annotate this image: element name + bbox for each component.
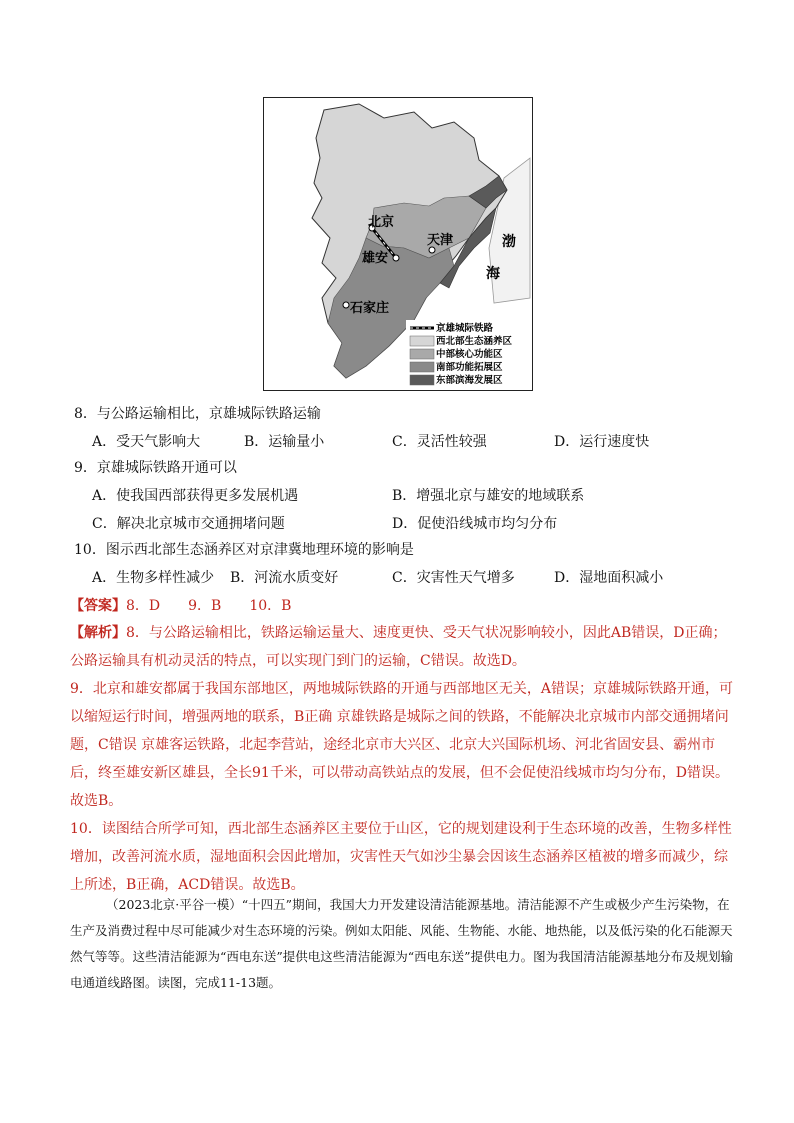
- q10-option-d: D．湿地面积减小: [554, 570, 664, 586]
- question-9-stem: 9．京雄城际铁路开通可以: [74, 460, 237, 476]
- q9-option-c: C．解决北京城市交通拥堵问题: [92, 516, 285, 532]
- shijiazhuang-dot: [343, 302, 349, 308]
- answer-8: 8．D: [126, 598, 161, 614]
- answer-9: 9．B: [188, 598, 222, 614]
- shijiazhuang-label: 石家庄: [350, 301, 390, 316]
- bo-label: 渤: [502, 234, 516, 250]
- jingjinji-map-figure: [263, 97, 533, 391]
- question-8-stem: 8．与公路运输相比，京雄城际铁路运输: [74, 406, 321, 422]
- hai-label: 海: [486, 266, 500, 282]
- question-10-stem: 10．图示西北部生态涵养区对京津冀地理环境的影响是: [74, 542, 414, 558]
- xiongan-dot: [393, 255, 399, 261]
- q8-option-a: A．受天气影响大: [92, 434, 201, 450]
- analysis-9: 9．北京和雄安都属于我国东部地区，两地城际铁路的开通与西部地区无关，A错误；京雄城际铁路开通，可以缩短运行时间，增强两地的联系，B正确 京雄铁路是城际之间的铁路，不能解决北京城市内部交通拥堵问题，C错误 京雄客运铁路，北起李营站，途经北京市大兴区、北京大兴国际机场、河北省固安县、霸州市后，终至雄安新区雄县，全长91千米，可以带动高铁站点的发展，但不会促使沿线城市均匀分布，D错误。故选B。: [70, 681, 734, 809]
- q8-option-c: C．灵活性较强: [392, 434, 487, 450]
- analysis-label: 【解析】: [70, 625, 126, 641]
- answer-label: 【答案】: [70, 598, 126, 614]
- map-legend: [406, 320, 528, 386]
- q9-option-a: A．使我国西部获得更多发展机遇: [92, 488, 299, 504]
- legend-northwest-label: 西北部生态涵养区: [436, 336, 513, 347]
- tianjin-label: 天津: [427, 233, 454, 248]
- legend-swatch-southern: [410, 362, 434, 372]
- q8-option-b: B．运输量小: [244, 434, 325, 450]
- analysis-10: 10．读图结合所学可知，西北部生态涵养区主要位于山区，它的规划建设利于生态环境的改善，生物多样性增加，改善河流水质，湿地面积会因此增加，灾害性天气如沙尘暴会因该生态涵养区植被的增多而减少，综上所述，B正确，ACD错误。故选B。: [70, 821, 732, 893]
- legend-eastern-label: 东部滨海发展区: [436, 375, 503, 386]
- legend-swatch-eastern: [410, 375, 434, 385]
- legend-central-label: 中部核心功能区: [436, 349, 503, 360]
- legend-swatch-northwest: [410, 336, 434, 346]
- legend-swatch-central: [410, 349, 434, 359]
- q9-option-b: B．增强北京与雄安的地域联系: [392, 488, 585, 504]
- legend-rail-label: 京雄城际铁路: [436, 323, 494, 334]
- answer-10: 10．B: [249, 598, 292, 614]
- xiongan-label: 雄安: [362, 251, 389, 266]
- analysis-8: 【解析】8．与公路运输相比，铁路运输运量大、速度更快、受天气状况影响较小，因此AB错误，D正确；公路运输具有机动灵活的特点，可以实现门到门的运输，C错误。故选D。: [70, 625, 727, 669]
- map-svg: [264, 98, 531, 389]
- q10-option-c: C．灾害性天气增多: [392, 570, 515, 586]
- q10-option-a: A．生物多样性减少: [92, 570, 215, 586]
- q9-option-d: D．促使沿线城市均匀分布: [392, 516, 558, 532]
- beijing-label: 北京: [368, 215, 395, 230]
- next-questions-intro: （2023北京·平谷一模）“十四五”期间，我国大力开发建设清洁能源基地。清洁能源不产生或极少产生污染物，在生产及消费过程中尽可能减少对生态环境的污染。例如太阳能、风能、生物能、水能、地热能，以及低污染的化石能源天然气等等。这些清洁能源为“西电东送”提供电这些清洁能源为“西电东送”提供电力。图为我国清洁能源基地分布及规划输电通道线路图。读图，完成11-13题。: [70, 897, 734, 990]
- legend-southern-label: 南部功能拓展区: [436, 362, 503, 373]
- answer-line: [70, 596, 319, 616]
- q8-option-d: D．运行速度快: [554, 434, 650, 450]
- q10-option-b: B．河流水质变好: [230, 570, 339, 586]
